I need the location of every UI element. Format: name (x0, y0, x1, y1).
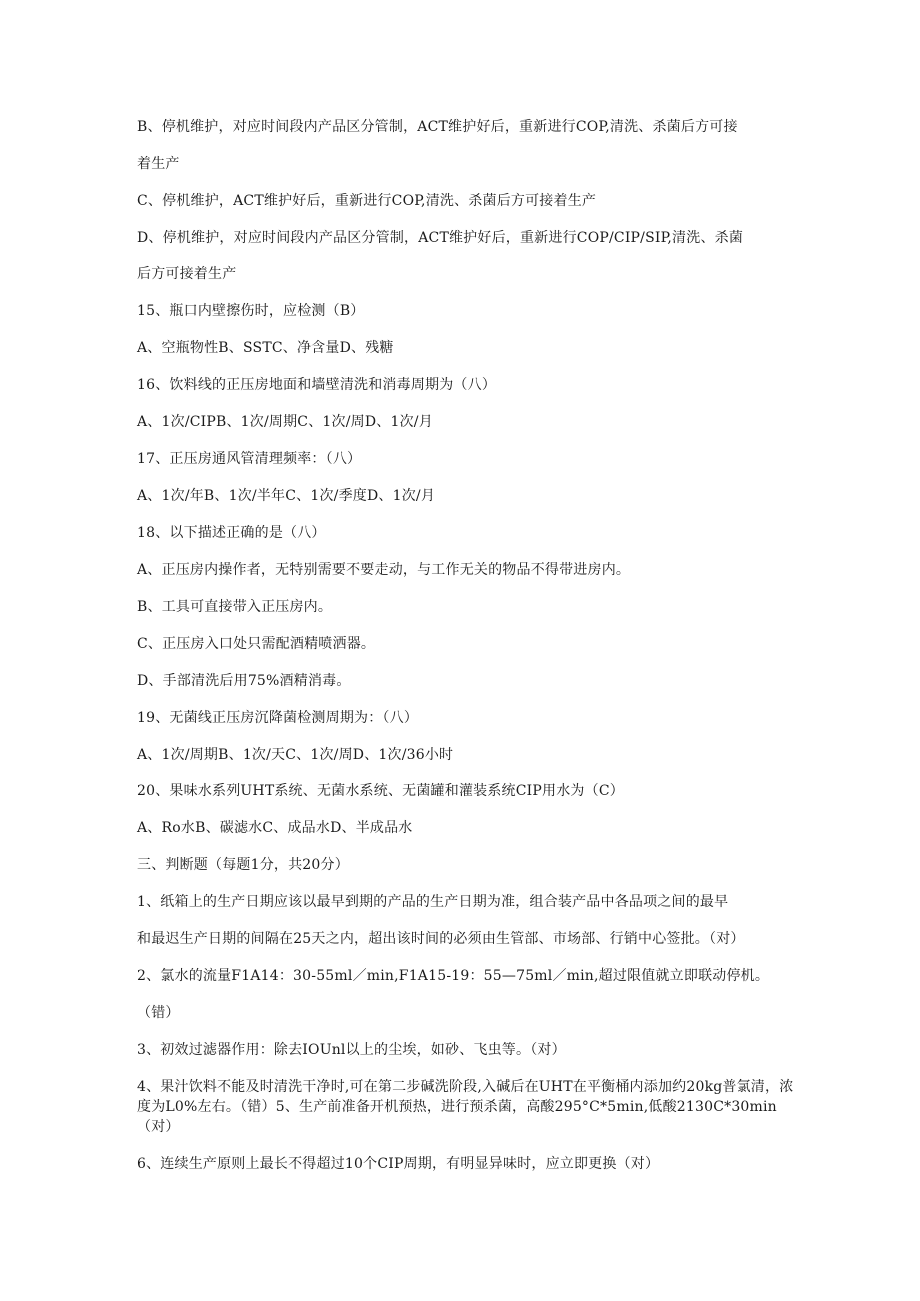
question-16: 16、饮料线的正压房地面和墙壁清洗和消毒周期为（八） (137, 377, 497, 393)
judgment-2-line-2: （错） (137, 1005, 180, 1021)
option-b-line-2: 着生产 (137, 156, 180, 172)
judgment-4-and-5: 4、果汁饮料不能及时清洗干净时,可在第二步碱洗阶段,入碱后在UHT在平衡桶内添加约20kg普氯清，浓度为L0%左右。（错）5、生产前准备开机预热，进行预杀菌，高酸295°C*5min,低酸2130C*30min（对） (137, 1079, 794, 1135)
option-d-line-1: D、停机维护，对应时间段内产品区分管制，ACT维护好后，重新进行COP/CIP/SIP,清洗、杀菌 (137, 230, 744, 246)
question-18-option-c: C、正压房入口处只需配酒精喷洒器。 (137, 636, 376, 652)
judgment-2-line-1: 2、氯水的流量F1A14：30-55ml／min,F1A15-19：55—75ml／min,超过限值就立即联动停机。 (137, 968, 770, 984)
question-18-option-d: D、手部清洗后用75%酒精消毒。 (137, 673, 351, 689)
judgment-1-line-1: 1、纸箱上的生产日期应该以最早到期的产品的生产日期为准，组合装产品中各品项之间的最早 (137, 894, 729, 910)
judgment-1-line-2: 和最迟生产日期的间隔在25天之内，超出该时间的必须由生管部、市场部、行销中心签批。（对） (137, 931, 745, 947)
question-17-options: A、1次/年B、1次/半年C、1次/季度D、1次/月 (137, 488, 436, 504)
question-19: 19、无菌线正压房沉降菌检测周期为：（八） (137, 710, 419, 726)
option-b-line-1: B、停机维护，对应时间段内产品区分管制，ACT维护好后，重新进行COP,清洗、杀菌后方可接 (137, 119, 738, 135)
question-18: 18、以下描述正确的是（八） (137, 525, 326, 541)
section-heading-judgment: 三、判断题（每题1分，共20分） (137, 857, 349, 873)
judgment-6: 6、连续生产原则上最长不得超过10个CIP周期，有明显异味时，应立即更换（对） (137, 1156, 660, 1172)
question-16-options: A、1次/CIPB、1次/周期C、1次/周D、1次/月 (137, 414, 433, 430)
option-c-line: C、停机维护，ACT维护好后，重新进行COP,清洗、杀菌后方可接着生产 (137, 193, 597, 209)
option-d-line-2: 后方可接着生产 (137, 266, 237, 282)
question-18-option-b: B、工具可直接带入正压房内。 (137, 599, 333, 615)
question-20-options: A、Ro水B、碳滤水C、成品水D、半成品水 (137, 820, 413, 836)
question-18-option-a: A、正压房内操作者，无特别需要不要走动，与工作无关的物品不得带进房内。 (137, 562, 631, 578)
question-20: 20、果味水系列UHT系统、无菌水系统、无菌罐和灌装系统CIP用水为（C） (137, 783, 624, 799)
question-17: 17、正压房通风管清理频率：（八） (137, 451, 362, 467)
judgment-3: 3、初效过滤器作用：除去IOUnl以上的尘埃，如砂、飞虫等。（对） (137, 1042, 566, 1058)
question-15-options: A、空瓶物性B、SSTC、净含量D、残糖 (137, 340, 394, 356)
question-19-options: A、1次/周期B、1次/天C、1次/周D、1次/36小时 (137, 747, 454, 763)
question-15: 15、瓶口内壁擦伤时，应检测（B） (137, 303, 365, 319)
